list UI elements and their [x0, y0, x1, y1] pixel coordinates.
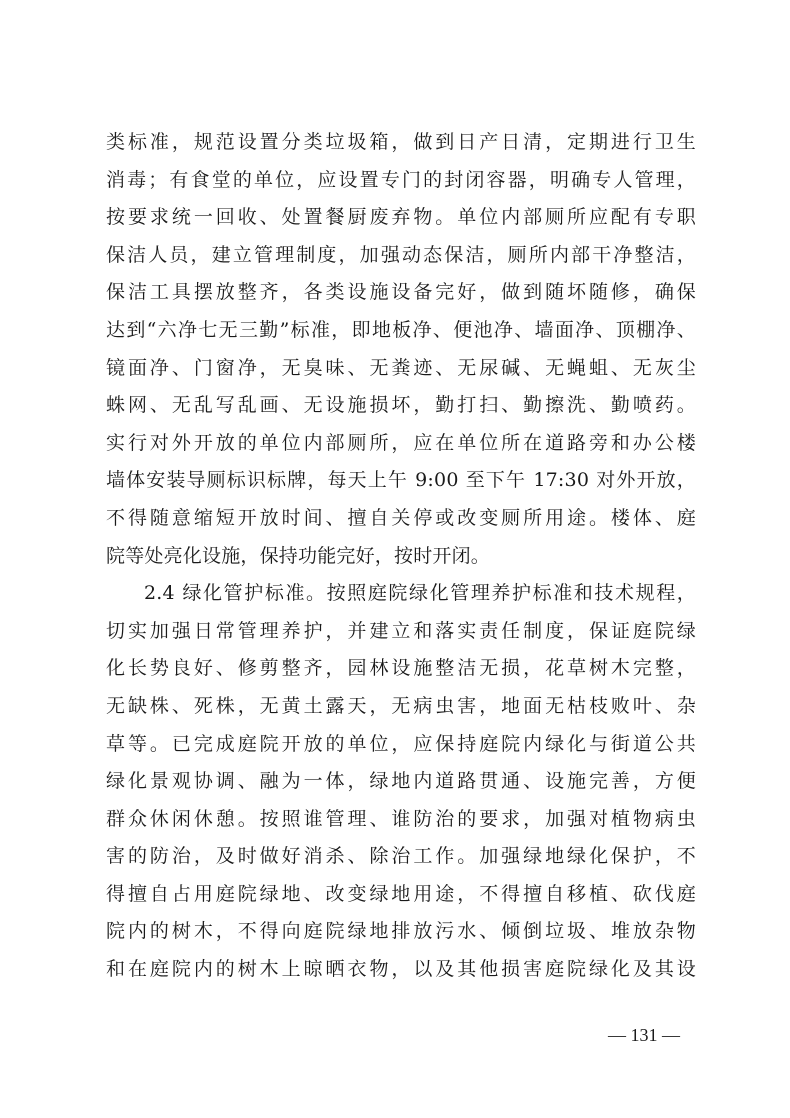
text-line: 实行对外开放的单位内部厕所，应在单位所在道路旁和办公楼: [106, 431, 696, 454]
text-line: 不得随意缩短开放时间、擅自关停或改变厕所用途。楼体、庭: [106, 506, 696, 529]
text-line: 害的防治，及时做好消杀、除治工作。加强绿地绿化保护，不: [106, 845, 696, 868]
text-line: 类标准，规范设置分类垃圾箱，做到日产日清，定期进行卫生: [106, 131, 696, 153]
text-line: 镜面净、门窗净，无臭味、无粪迹、无尿碱、无蝇蛆、无灰尘: [106, 356, 696, 379]
text-line: 群众休闲休憩。按照谁管理、谁防治的要求，加强对植物病虫: [106, 807, 696, 830]
text-line: 墙体安装导厕标识标牌，每天上午 9:00 至下午 17:30 对外开放，: [106, 469, 696, 492]
text-line: 按要求统一回收、处置餐厨废弃物。单位内部厕所应配有专职: [106, 206, 696, 229]
text-line: 化长势良好、修剪整齐，园林设施整洁无损，花草树木完整，: [106, 657, 696, 680]
text-line: 达到“六净七无三勤”标准，即地板净、便池净、墙面净、顶棚净、: [106, 318, 696, 341]
page-number: — 131 —: [608, 1025, 680, 1045]
text-line: 消毒；有食堂的单位，应设置专门的封闭容器，明确专人管理，: [106, 168, 696, 191]
text-line: 保洁工具摆放整齐，各类设施设备完好，做到随坏随修，确保: [106, 281, 696, 304]
body-text: [106, 124, 696, 989]
section-heading-line: 2.4 绿化管护标准。按照庭院绿化管理养护标准和技术规程，: [144, 582, 696, 605]
text-line: 得擅自占用庭院绿地、改变绿地用途，不得擅自移植、砍伐庭: [106, 882, 696, 905]
text-line: 院等处亮化设施，保持功能完好，按时开闭。: [106, 544, 491, 567]
text-line: 草等。已完成庭院开放的单位，应保持庭院内绿化与街道公共: [106, 732, 696, 755]
text-line: 无缺株、死株，无黄土露天，无病虫害，地面无枯枝败叶、杂: [106, 694, 696, 717]
text-line: 蛛网、无乱写乱画、无设施损坏，勤打扫、勤擦洗、勤喷药。: [106, 394, 696, 417]
text-line: 绿化景观协调、融为一体，绿地内道路贯通、设施完善，方便: [106, 770, 696, 793]
text-line: 保洁人员，建立管理制度，加强动态保洁，厕所内部干净整洁，: [106, 243, 696, 266]
text-line: 切实加强日常管理养护，并建立和落实责任制度，保证庭院绿: [106, 619, 696, 642]
text-line: 和在庭院内的树木上晾晒衣物，以及其他损害庭院绿化及其设: [106, 958, 696, 981]
text-line: 院内的树木，不得向庭院绿地排放污水、倾倒垃圾、堆放杂物: [106, 920, 696, 943]
